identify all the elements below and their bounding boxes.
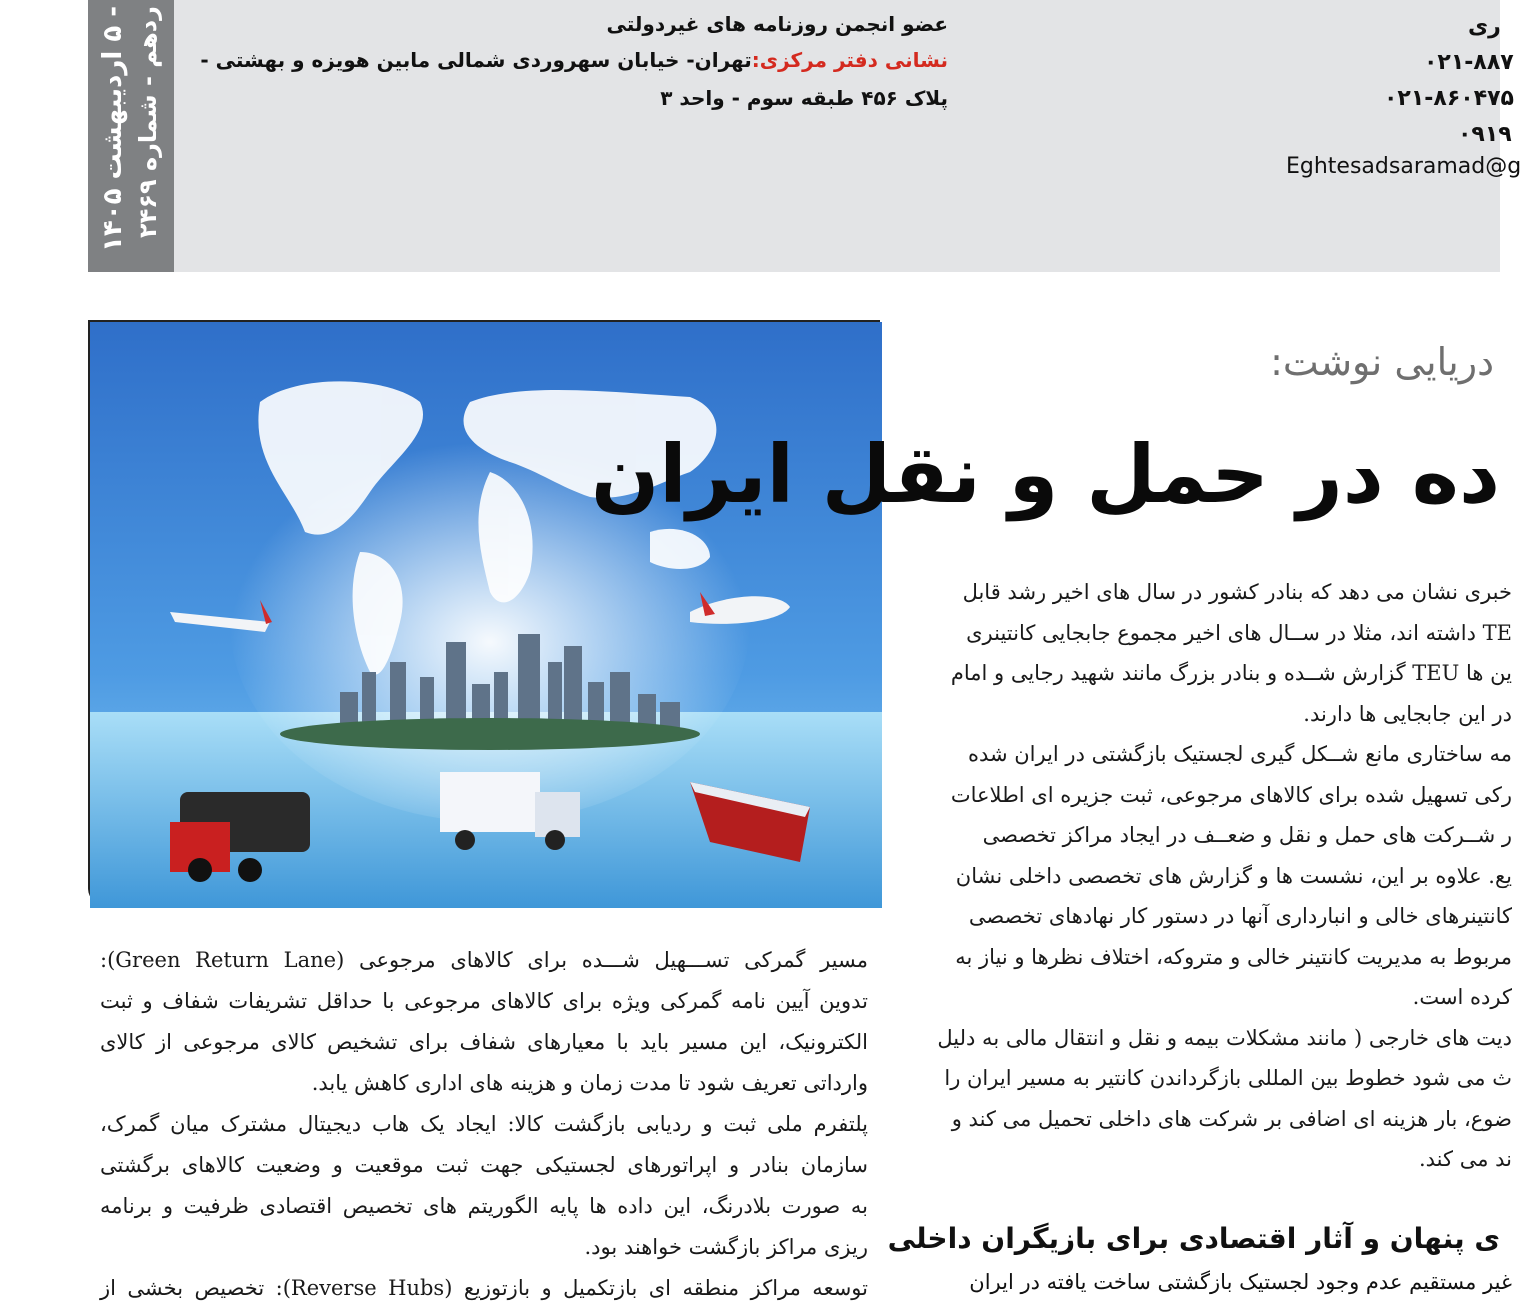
body-line: تدوین آیین نامه گمرکی ویژه برای کالاهای مرجوعی با حداقل تشریفات شفاف و ثبت xyxy=(100,989,868,1013)
body-line: کرده است. xyxy=(1412,985,1512,1009)
body-line: ضوع، بار هزینه ای اضافی بر شرکت های داخلی تحمیل می کند و xyxy=(951,1106,1512,1131)
body-line: TE داشته اند، مثلا در ســال های اخیر مجموع جابجایی کانتینری xyxy=(966,620,1512,645)
body-line: ریزی مراکز بازگشت خواهند بود. xyxy=(584,1235,868,1259)
body-line: سازمان بنادر و اپراتورهای لجستیکی جهت ثبت موقعیت و وضعیت کالاهای برگشتی xyxy=(100,1153,868,1177)
body-line: پلتفرم ملی ثبت و ردیابی بازگشت کالا: ایجاد یک هاب دیجیتال مشترک میان گمرک، xyxy=(100,1112,868,1136)
body-line: توسعه مراکز منطقه ای بازتکمیل و بازتوزیع (Reverse Hubs): تخصیص بخشی از xyxy=(100,1276,868,1300)
address-text: تهران- خیابان سهروردی شمالی مابین هویزه و بهشتی - xyxy=(200,48,752,72)
body-line: ث می شود خطوط بین المللی بازگرداندن کانتیر به مسیر ایران را xyxy=(944,1066,1512,1090)
address-label: نشانی دفتر مرکزی: xyxy=(751,48,948,72)
body-line: ین ها TEU گزارش شــده و بنادر بزرگ مانند شهید رجایی و امام xyxy=(950,661,1512,685)
section-subhead: ی پنهان و آثار اقتصادی برای بازیگران داخلی xyxy=(887,1222,1500,1255)
body-line: مه ساختاری مانع شــکل گیری لجستیک بازگشتی در ایران شده xyxy=(967,742,1512,766)
body-line: دیت های خارجی ( مانند مشکلات بیمه و نقل و انتقال مالی به دلیل xyxy=(937,1025,1512,1050)
body-line: الکترونیک، این مسیر باید با معیارهای شفاف برای تشخیص کالای مرجوعی از کالای xyxy=(100,1030,868,1054)
member-line: عضو انجمن روزنامه های غیردولتی xyxy=(606,12,948,36)
body-line: کانتینرهای خالی و انبارداری آنها در دستور کار نهادهای تخصصی xyxy=(968,904,1512,928)
body-line: رکی تسهیل شده برای کالاهای مرجوعی، ثبت جزیره ای اطلاعات xyxy=(950,782,1512,807)
phone-2: ۰۲۱-۸۶۰۴۷۵ xyxy=(1384,86,1514,111)
issue-number: رد‌هم - شماره ۲۴۶۹ xyxy=(134,6,162,238)
body-line: یع. علاوه بر این، نشست ها و گزارش های تخصصی داخلی نشان xyxy=(955,863,1512,888)
article-kicker: دریایی نوشت: xyxy=(1270,340,1494,384)
body-line: خبری نشان می دهد که بنادر کشور در سال های اخیر رشد قابل xyxy=(962,580,1512,604)
masthead-band xyxy=(88,0,1500,272)
address-line-1 xyxy=(200,48,948,72)
issue-date: - ۵ اردیبهشت ۱۴۰۵ xyxy=(98,6,128,253)
contact-partial: ری xyxy=(1468,14,1501,39)
email: Eghtesadsaramad@g xyxy=(1286,154,1521,179)
body-line: مربوط به مدیریت کانتینر خالی و متروکه، اختلاف نظرها و نیاز به xyxy=(955,944,1512,969)
body-line: در این جابجایی ها دارند. xyxy=(1303,701,1512,726)
right-column-tail: غیر مستقیم عدم وجود لجستیک بازگشتی ساخت یافته در ایران xyxy=(969,1270,1512,1294)
body-line: مسیر گمرکی تســـهیل شـــده برای کالاهای مرجوعی (Green Return Lane): xyxy=(100,948,868,972)
right-column-body xyxy=(912,572,1512,1180)
body-line: ر شــرکت های حمل و نقل و ضعــف در ایجاد مراکز تخصصی xyxy=(982,823,1512,847)
body-line: به صورت بلادرنگ، این داده ها پایه الگوریتم های تخصیص اقتصادی ظرفیت و برنامه xyxy=(100,1194,868,1218)
phone-3: ۰۹۱۹ xyxy=(1458,122,1512,147)
left-column-body xyxy=(100,940,868,1309)
article-illustration xyxy=(88,320,880,906)
article-headline: ده در حمل و نقل ایران xyxy=(590,428,1500,521)
phone-1: ۰۲۱-۸۸٧ xyxy=(1424,50,1514,75)
body-line: ند می کند. xyxy=(1418,1147,1512,1171)
body-line: وارداتی تعریف شود تا مدت زمان و هزینه های اداری کاهش یابد. xyxy=(311,1071,868,1095)
address-line-2: پلاک ۴۵۶ طبقه سوم - واحد ۳ xyxy=(660,86,948,110)
